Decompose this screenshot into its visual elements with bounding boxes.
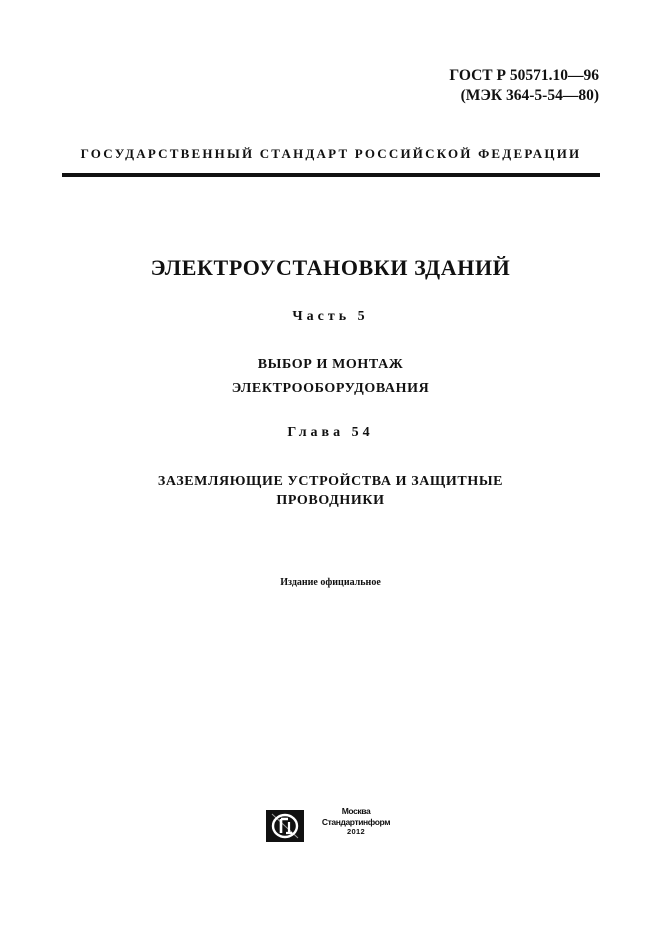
iec-number: (МЭК 364-5-54—80) [460,87,599,104]
publisher-name: Стандартинформ [321,816,391,827]
chapter-title [0,472,661,510]
publisher-block [266,806,406,846]
chapter-title-line-1: ЗАЗЕМЛЯЮЩИЕ УСТРОЙСТВА И ЗАЩИТНЫЕ [157,474,504,489]
part-title-line-1: ВЫБОР И МОНТАЖ [257,357,404,372]
header-divider [62,173,600,177]
edition-note: Издание официальное [280,577,381,588]
gost-number: ГОСТ Р 50571.10—96 [449,67,599,84]
part-title [0,353,661,401]
part-title-line-2: ЭЛЕКТРООБОРУДОВАНИЯ [231,381,430,396]
part-label: Часть 5 [292,309,369,324]
main-title: ЭЛЕКТРОУСТАНОВКИ ЗДАНИЙ [150,255,511,280]
standartinform-logo-icon [266,810,304,842]
chapter-title-line-2: ПРОВОДНИКИ [276,493,385,508]
publisher-text [306,806,406,838]
document-designation [449,66,599,106]
publisher-year: 2012 [347,827,365,836]
publisher-city: Москва [341,806,371,816]
chapter-label: Глава 54 [287,425,374,440]
standard-type: ГОСУДАРСТВЕННЫЙ СТАНДАРТ РОССИЙСКОЙ ФЕДЕРАЦИИ [80,146,582,161]
